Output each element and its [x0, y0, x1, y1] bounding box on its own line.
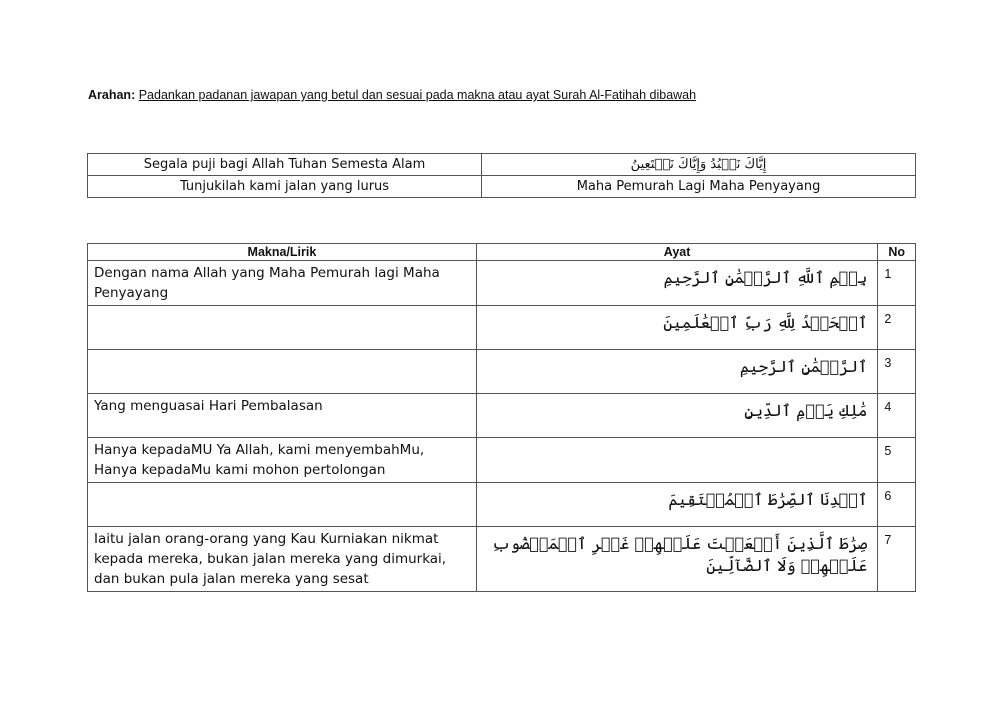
- answer-bank-row: [88, 154, 916, 176]
- answer-option[interactable]: Maha Pemurah Lagi Maha Penyayang: [482, 176, 916, 198]
- meaning-cell[interactable]: [88, 306, 477, 350]
- table-row: [88, 438, 916, 483]
- answer-bank-table: [87, 153, 916, 198]
- number-cell: 5: [878, 438, 916, 483]
- meaning-cell[interactable]: Yang menguasai Hari Pembalasan: [88, 394, 477, 438]
- header-meaning: Makna/Lirik: [88, 244, 477, 261]
- header-verse: Ayat: [476, 244, 877, 261]
- table-row: [88, 306, 916, 350]
- number-cell: 2: [878, 306, 916, 350]
- instruction: [88, 88, 696, 102]
- verse-cell[interactable]: ٱهۡدِنَا ٱلصِّرَٰطَ ٱلۡمُسۡتَقِيمَ: [476, 483, 877, 527]
- verse-cell[interactable]: مَٰلِكِ يَوۡمِ ٱلدِّينِ: [476, 394, 877, 438]
- meaning-cell[interactable]: Iaitu jalan orang-orang yang Kau Kurniakan nikmat kepada mereka, bukan jalan mereka yang dimurkai, dan bukan pula jalan mereka yang sesat: [88, 527, 477, 592]
- verse-cell[interactable]: صِرَٰطَ ٱلَّذِينَ أَنۡعَمۡتَ عَلَيۡهِمۡ غَيۡرِ ٱلۡمَغۡضُوبِ عَلَيۡهِمۡ وَلَا ٱلضَّآلِّينَ: [476, 527, 877, 592]
- table-row: [88, 350, 916, 394]
- verse-cell[interactable]: بِسۡمِ ٱللَّهِ ٱلرَّحۡمَٰنِ ٱلرَّحِيمِ: [476, 261, 877, 306]
- matching-table: [87, 243, 916, 592]
- meaning-cell[interactable]: [88, 483, 477, 527]
- meaning-cell[interactable]: Hanya kepadaMU Ya Allah, kami menyembahMu, Hanya kepadaMu kami mohon pertolongan: [88, 438, 477, 483]
- instruction-text: Padankan padanan jawapan yang betul dan sesuai pada makna atau ayat Surah Al-Fatihah dibawah: [138, 88, 697, 102]
- answer-option[interactable]: Segala puji bagi Allah Tuhan Semesta Alam: [88, 154, 482, 176]
- number-cell: 3: [878, 350, 916, 394]
- number-cell: 1: [878, 261, 916, 306]
- table-row: [88, 261, 916, 306]
- meaning-cell[interactable]: Dengan nama Allah yang Maha Pemurah lagi Maha Penyayang: [88, 261, 477, 306]
- table-row: [88, 483, 916, 527]
- number-cell: 4: [878, 394, 916, 438]
- answer-option[interactable]: إِيَّاكَ نَعۡبُدُ وَإِيَّاكَ نَسۡتَعِينُ: [482, 154, 916, 176]
- number-cell: 7: [878, 527, 916, 592]
- number-cell: 6: [878, 483, 916, 527]
- answer-option[interactable]: Tunjukilah kami jalan yang lurus: [88, 176, 482, 198]
- verse-cell[interactable]: ٱلۡحَمۡدُ لِلَّهِ رَبِّ ٱلۡعَٰلَمِينَ: [476, 306, 877, 350]
- table-row: [88, 394, 916, 438]
- verse-cell[interactable]: ٱلرَّحۡمَٰنِ ٱلرَّحِيمِ: [476, 350, 877, 394]
- table-header-row: [88, 244, 916, 261]
- table-row: [88, 527, 916, 592]
- header-number: No: [878, 244, 916, 261]
- answer-bank-row: [88, 176, 916, 198]
- verse-cell[interactable]: [476, 438, 877, 483]
- instruction-label: Arahan:: [88, 88, 136, 102]
- meaning-cell[interactable]: [88, 350, 477, 394]
